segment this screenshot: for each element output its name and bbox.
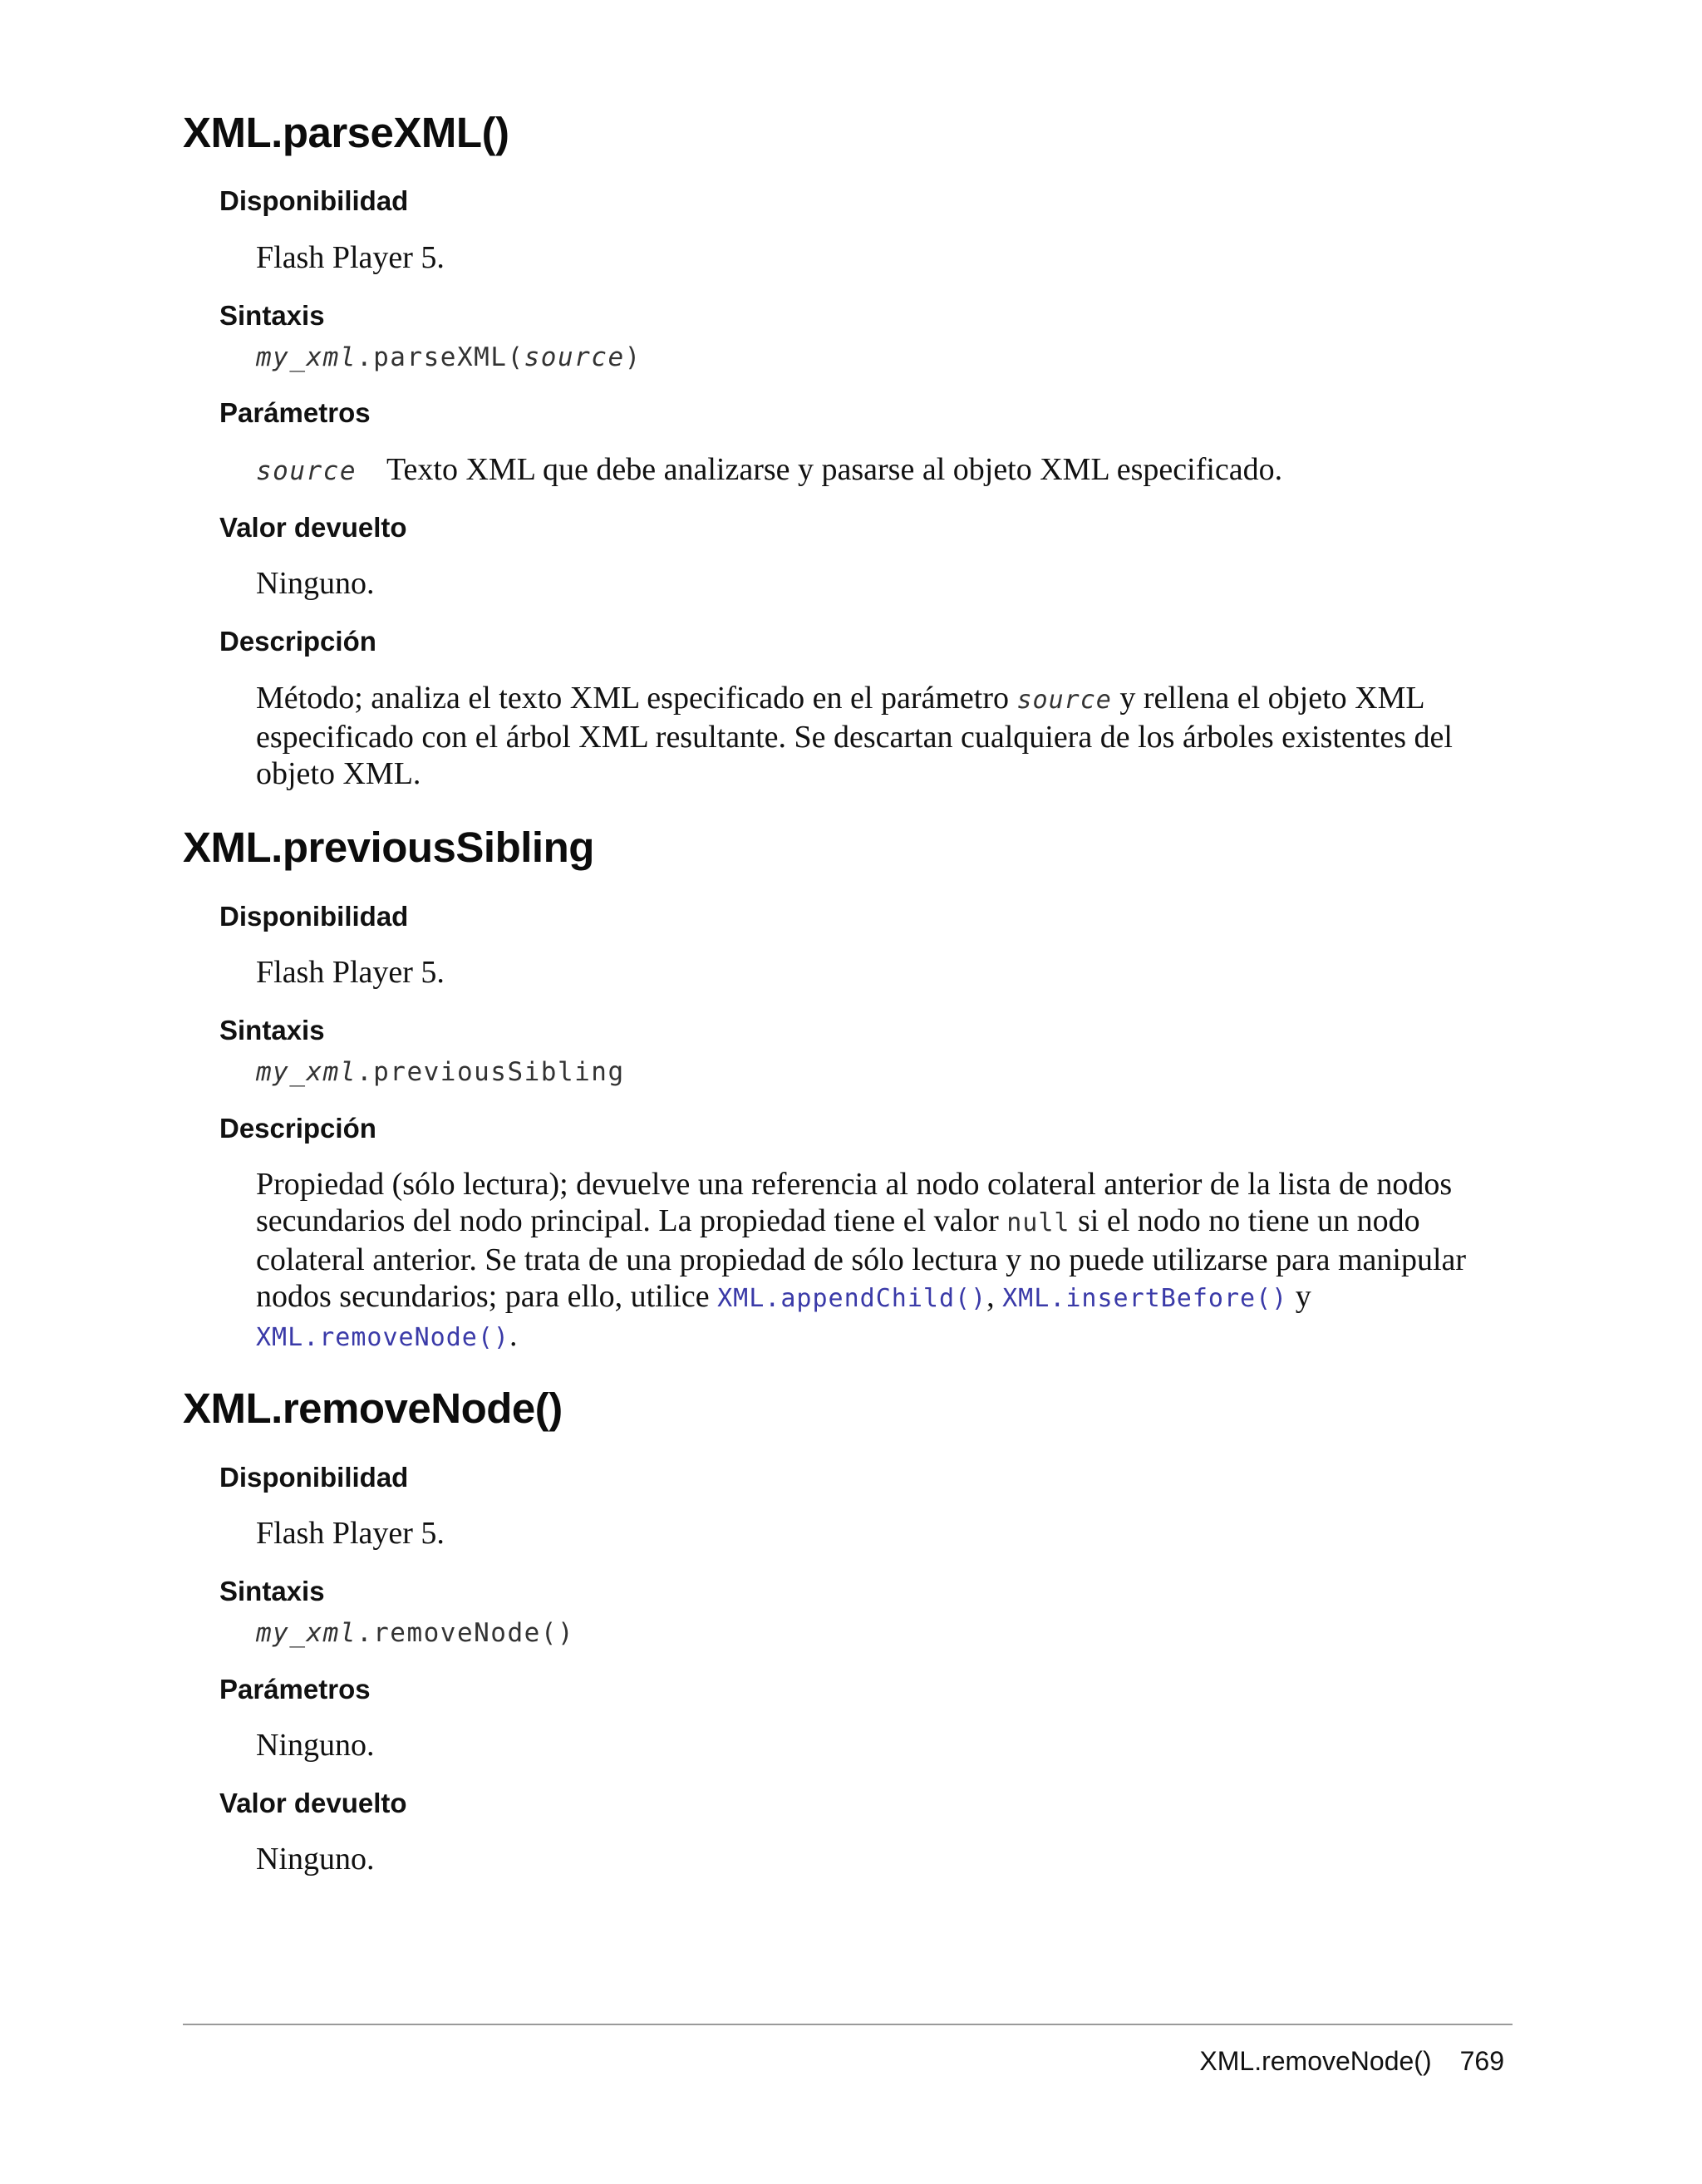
running-title: XML.removeNode() <box>1199 2046 1432 2076</box>
parameters-text: Ninguno. <box>256 1728 375 1763</box>
syntax-code <box>256 341 642 374</box>
description-text: si el nodo no tiene un nodo colateral anterior. Se trata de una propiedad de sólo lectura y no puede utilizarse para manipular nodos secundarios; para ello, utilice <box>256 1203 1467 1314</box>
link-removenode[interactable]: XML.removeNode() <box>256 1323 509 1352</box>
inline-code-source: source <box>1016 686 1112 715</box>
description-text: Método; analiza el texto XML especificado en el parámetro <box>256 681 1017 716</box>
entry-title-removenode: XML.removeNode() <box>183 1385 563 1432</box>
separator-text: , <box>986 1279 1003 1314</box>
parameter-row <box>256 451 1503 489</box>
return-value-heading: Valor devuelto <box>219 1788 407 1818</box>
page-footer <box>1199 2044 1504 2078</box>
page-number: 769 <box>1459 2046 1504 2076</box>
entry-title-parsexml: XML.parseXML() <box>183 109 509 156</box>
description-text: y rellena el objeto XML especificado con el árbol XML resultante. Se descartan cualquiera de los árboles existentes del objeto XML. <box>256 681 1453 791</box>
availability-text: Flash Player 5. <box>256 1516 445 1551</box>
syntax-method: .parseXML( <box>356 342 524 372</box>
syntax-property: .previousSibling <box>356 1057 625 1087</box>
syntax-object: my_xml <box>256 1618 357 1648</box>
description-heading: Descripción <box>219 626 376 657</box>
syntax-heading: Sintaxis <box>219 1015 325 1045</box>
entry-title-previoussibling: XML.previousSibling <box>183 824 594 871</box>
availability-text: Flash Player 5. <box>256 240 445 275</box>
parameters-heading: Parámetros <box>219 1674 371 1704</box>
syntax-method: .removeNode() <box>356 1618 575 1648</box>
parameters-heading: Parámetros <box>219 397 371 428</box>
availability-heading: Disponibilidad <box>219 1462 409 1493</box>
description-paragraph <box>256 1166 1503 1356</box>
description-heading: Descripción <box>219 1113 376 1144</box>
syntax-argument: source <box>524 342 625 372</box>
description-paragraph <box>256 680 1503 792</box>
syntax-object: my_xml <box>256 1057 357 1087</box>
inline-code-null: null <box>1006 1208 1070 1237</box>
footer-divider <box>183 2024 1513 2025</box>
parameter-name: source <box>256 456 357 486</box>
syntax-code <box>256 1616 574 1650</box>
parameter-description: Texto XML que debe analizarse y pasarse al objeto XML especificado. <box>386 452 1283 487</box>
availability-heading: Disponibilidad <box>219 901 409 932</box>
description-text: Propiedad (sólo lectura); devuelve una referencia al nodo colateral anterior de la lista de nodos secundarios del nodo principal. La propiedad tiene el valor <box>256 1167 1453 1238</box>
link-insertbefore[interactable]: XML.insertBefore() <box>1002 1284 1288 1313</box>
return-value-heading: Valor devuelto <box>219 512 407 543</box>
link-appendchild[interactable]: XML.appendChild() <box>717 1284 987 1313</box>
syntax-code <box>256 1055 625 1089</box>
syntax-heading: Sintaxis <box>219 300 325 331</box>
availability-text: Flash Player 5. <box>256 955 445 990</box>
separator-text: y <box>1287 1279 1311 1314</box>
syntax-heading: Sintaxis <box>219 1576 325 1606</box>
period-text: . <box>509 1318 518 1353</box>
return-value-text: Ninguno. <box>256 1842 375 1877</box>
return-value-text: Ninguno. <box>256 566 375 601</box>
syntax-object: my_xml <box>256 342 357 372</box>
syntax-close: ) <box>624 342 642 372</box>
availability-heading: Disponibilidad <box>219 185 409 216</box>
